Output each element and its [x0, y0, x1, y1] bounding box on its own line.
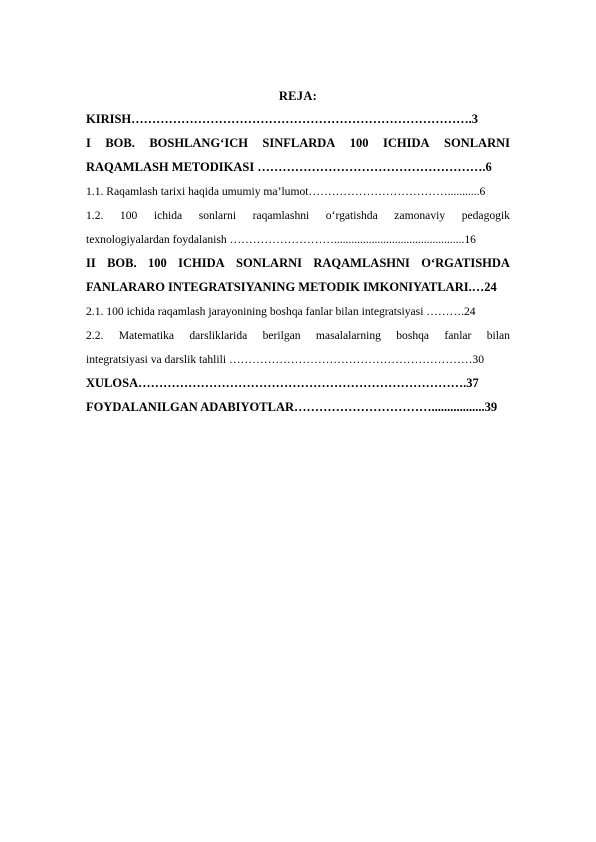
word: darsliklarida — [189, 329, 248, 342]
toc-chapter-1-line-2: RAQAMLASH METODIKASI ……………………………………………….6 — [86, 160, 492, 174]
toc-references: FOYDALANILGAN ADABIYOTLAR…………………………….................39 — [86, 400, 498, 414]
word: BOB. — [107, 256, 137, 270]
word: zamonaviy — [394, 209, 446, 222]
toc-section-1-2-line-1 — [86, 208, 510, 223]
toc-chapter-1-line-1 — [86, 136, 510, 151]
word: ICHIDA — [178, 256, 225, 270]
word: raqamlashni — [252, 209, 310, 222]
word: masalalarning — [315, 329, 381, 342]
toc-section-2-2-line-2: integratsiyasi va darslik tahlili ………………………………………………………30 — [86, 353, 485, 366]
word: 2.2. — [86, 329, 104, 342]
word: I — [86, 136, 91, 150]
word: fanlar — [444, 329, 472, 342]
word: SONLARNI — [444, 136, 510, 150]
word: BOB. — [105, 136, 135, 150]
word: RAQAMLASHNI — [313, 256, 410, 270]
toc-section-2-1: 2.1. 100 ichida raqamlash jarayonining boshqa fanlar bilan integratsiyasi ……….24 — [86, 305, 476, 318]
toc-section-1-2-line-2: texnologiyalardan foydalanish ……………………….............................................16 — [86, 233, 476, 246]
word: ICHIDA — [383, 136, 430, 150]
word: ichida — [153, 209, 183, 222]
word: 100 — [349, 136, 369, 150]
word: II — [86, 256, 96, 270]
word: SONLARNI — [236, 256, 302, 270]
word: pedagogik — [461, 209, 510, 222]
toc-intro: KIRISH……………………………………………………………………….3 — [86, 112, 479, 126]
word: berilgan — [262, 329, 301, 342]
word: o‘rgatishda — [325, 209, 378, 222]
toc-section-1-1: 1.1. Raqamlash tarixi haqida umumiy ma’lumot………………………………...........6 — [86, 185, 486, 198]
word: bilan — [486, 329, 510, 342]
word: sonlarni — [198, 209, 237, 222]
word: 1.2. — [86, 209, 104, 222]
page-title: REJA: — [278, 89, 318, 103]
word: Matematika — [118, 329, 175, 342]
toc-conclusion: XULOSA…………………………………………………………………….37 — [86, 376, 479, 390]
word: SINFLARDA — [262, 136, 336, 150]
word: O‘RGATISHDA — [421, 256, 510, 270]
toc-chapter-2-line-1 — [86, 256, 510, 271]
word: 100 — [119, 209, 138, 222]
toc-chapter-2-line-2: FANLARARO INTEGRATSIYANING METODIK IMKONIYATLARI.…24 — [86, 280, 497, 294]
toc-section-2-2-line-1 — [86, 328, 510, 343]
word: 100 — [147, 256, 167, 270]
word: BOSHLANG‘ICH — [149, 136, 248, 150]
word: boshqa — [396, 329, 430, 342]
